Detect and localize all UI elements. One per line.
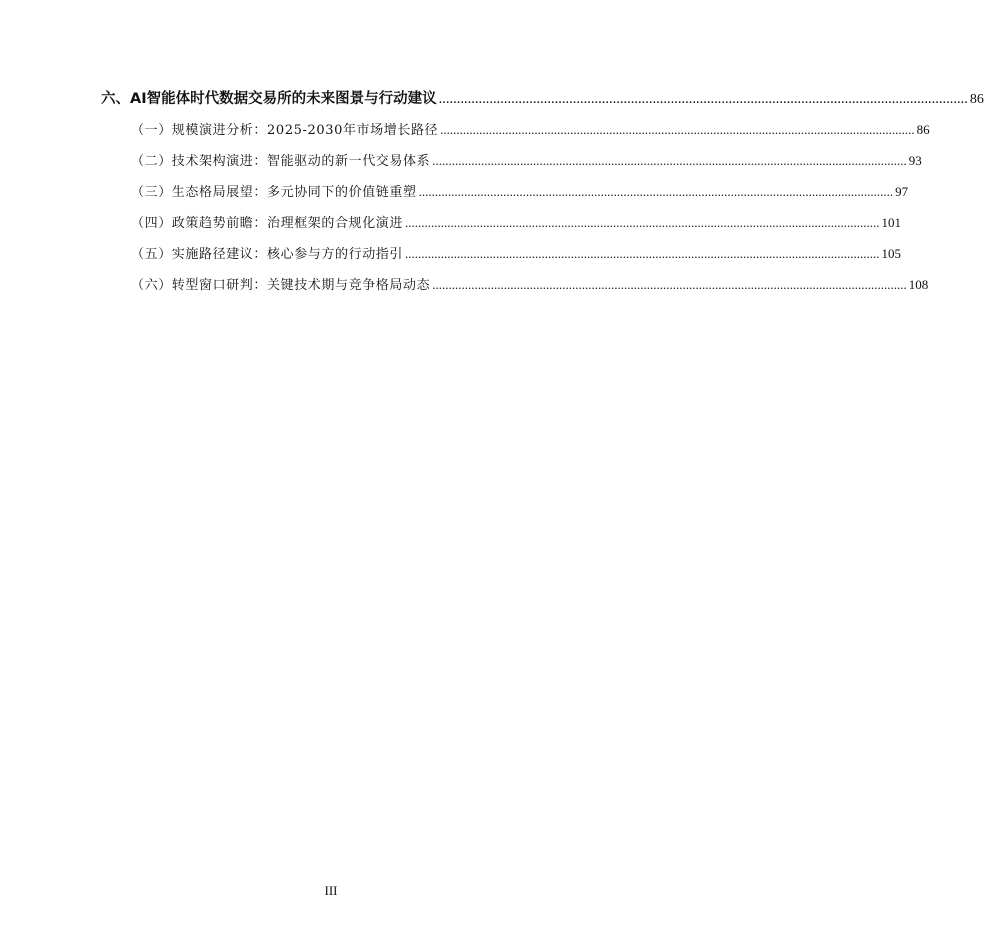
- toc-page-number: 101: [881, 215, 902, 230]
- page-footer-number: III: [324, 883, 338, 898]
- toc-entry[interactable]: [131, 212, 902, 234]
- toc-entry-title: （五）实施路径建议：核心参与方的行动指引: [131, 247, 404, 262]
- toc-page-number: 97: [895, 184, 909, 199]
- toc-entry[interactable]: [131, 274, 929, 296]
- toc-entry[interactable]: [131, 243, 902, 265]
- toc-page-number: 86: [916, 122, 930, 137]
- toc-entry[interactable]: [131, 181, 909, 203]
- toc-entry-title: （六）转型窗口研判：关键技术期与竞争格局动态: [131, 278, 431, 293]
- toc-leader-dots: [439, 88, 968, 110]
- toc-leader-dots: [440, 119, 915, 141]
- toc-leader-dots: [419, 181, 894, 203]
- toc-page-number: 86: [969, 92, 984, 107]
- toc-entry-title: （一）规模演进分析：2025-2030年市场增长路径: [131, 123, 439, 138]
- toc-leader-dots: [432, 274, 907, 296]
- toc-leader-dots: [405, 212, 880, 234]
- toc-page-number: 108: [908, 277, 929, 292]
- toc-entry-title: （四）政策趋势前瞻：治理框架的合规化演进: [131, 216, 404, 231]
- toc-leader-dots: [432, 150, 907, 172]
- toc-section-heading[interactable]: [101, 88, 984, 110]
- toc-entry-title: （二）技术架构演进：智能驱动的新一代交易体系: [131, 154, 431, 169]
- toc-entry[interactable]: [131, 150, 922, 172]
- toc-entry-title: （三）生态格局展望：多元协同下的价值链重塑: [131, 185, 417, 200]
- toc-section-title: 六、AI智能体时代数据交易所的未来图景与行动建议: [101, 91, 437, 107]
- toc-page-number: 105: [881, 246, 902, 261]
- toc-page-number: 93: [908, 153, 922, 168]
- toc-leader-dots: [405, 243, 880, 265]
- toc-entry[interactable]: [131, 119, 930, 141]
